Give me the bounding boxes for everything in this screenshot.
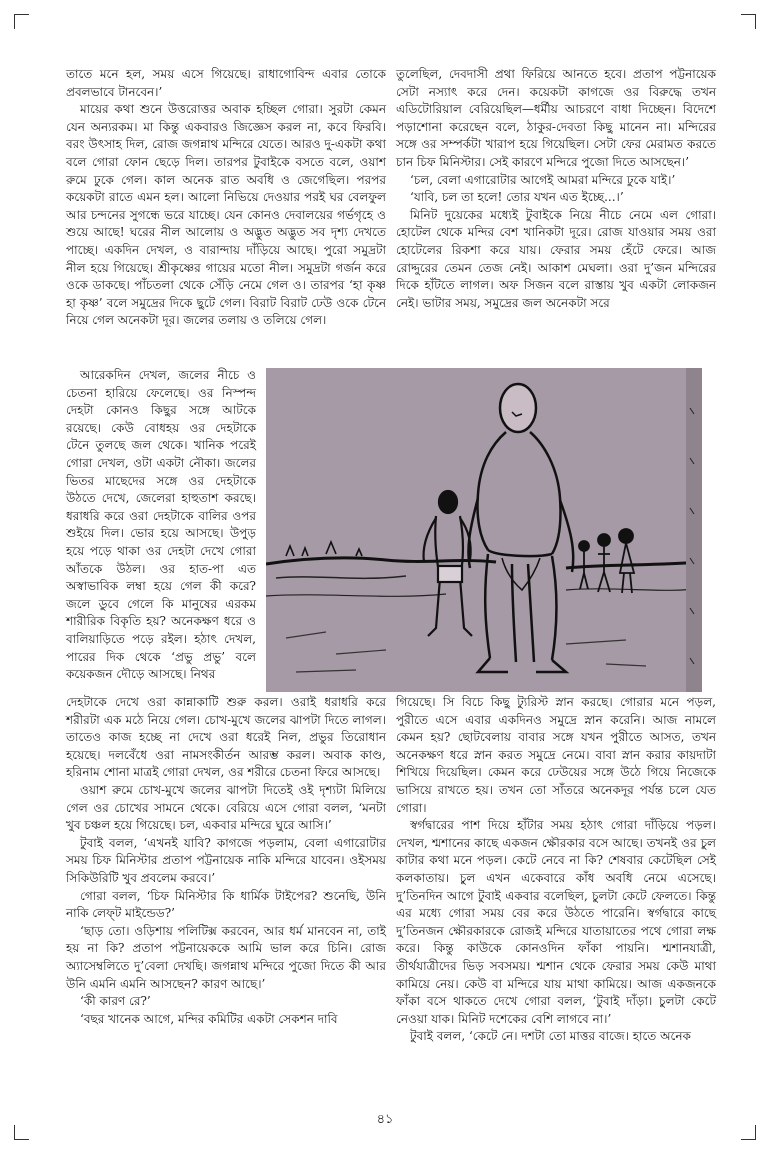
paragraph: ‘ছাড় তো। ওড়িশায় পলিটিক্স করবেন, আর ধর্ম মানবেন না, তাই হয় না কি? প্রতাপ পট্টনায়েককে আমি ভাল করে চিনি। রোজ অ্যাসেম্বলিতে দু’বেলা দেখছি। জগন্নাথ মন্দিরে পুজো দিতে কী আর উনি এমনি এমনি আসছেন? কারণ আছে।’: [66, 923, 386, 991]
crop-mark-top-left: [14, 14, 29, 29]
paragraph: ‘কী কারণ রে?’: [80, 994, 151, 1009]
paragraph: ‘যাবি, চল তা হলে! তোর যখন এত ইচ্ছে...।’: [410, 190, 624, 205]
paragraph: স্বর্গদ্বারের পাশ দিয়ে হাঁটার সময় হঠাৎ গোরা দাঁড়িয়ে পড়ল। দেখল, শ্মশানের কাছে একজন ক্ষৌরকার বসে আছে। তখনই ওর চুল কাটার কথা মনে পড়ল। কেটে নেবে না কি? শেষবার কেটেছিল সেই কলকাতায়। চুল এখন একেবারে কাঁধ অবধি নেমে এসেছে। দু’তিনদিন আগে টুবাই একবার বলেছিল, চুলটা কেটে ফেলতে। কিন্তু এর মধ্যে গোরা সময় বের করে উঠতে পারেনি। স্বর্গদ্বারে কাছে দু’তিনজন ক্ষৌরকারকে রোজই মন্দিরে যাতায়াতের পথে গোরা লক্ষ করে। কিন্তু কাউকে কোনওদিন ফাঁকা পায়নি। শ্মশানযাত্রী, তীর্থযাত্রীদের ভিড় সবসময়। শ্মশান থেকে ফেরার সময় কেউ মাথা কামিয়ে নেয়। কেউ বা মন্দিরে যায় মাথা কামিয়ে। আজ একজনকে ফাঁকা বসে থাকতে দেখে গোরা বলল, ‘টুবাই দাঁড়া। চুলটা কেটে নেওয়া যাক। মিনিট দশেকের বেশি লাগবে না।’: [396, 818, 716, 1026]
paragraph: আরেকদিন দেখল, জলের নীচে ও চেতনা হারিয়ে ফেলেছে। ওর নিস্পন্দ দেহটা কোনও কিছুর সঙ্গে আটকে রয়েছে। কেউ বোধহয় ওর দেহটাকে টেনে তুলছে জল থেকে। খানিক পরেই গোরা দেখল, ওটা একটা নৌকা। জলের ভিতর মাছেদের সঙ্গে ওর দেহটাকে উঠতে দেখে, জেলেরা হাহুতাশ করছে। ধরাধরি করে ওরা দেহটাকে বালির ওপর শুইয়ে দিল। ভোর হয়ে আসছে। উপুড় হয়ে পড়ে থাকা ওর দেহটা দেখে গোরা আঁতকে উঠল। ওর হাত-পা এত অস্বাভাবিক লম্বা হয়ে গেল কী করে? জলে ডুবে গেলে কি মানুষের এরকম শারীরিক বিকৃতি হয়? অনেকক্ষণ ধরে ও বালিয়াড়িতে পড়ে রইল। হঠাৎ দেখল, পারের দিক থেকে ‘প্রভু প্রভু’ বলে কয়েকজন দৌড়ে আসছে। নিথর: [66, 368, 256, 682]
left-column-top: [66, 66, 386, 330]
story-illustration: [266, 368, 702, 692]
shore-line: [566, 562, 702, 568]
paragraph: মায়ের কথা শুনে উত্তরোত্তর অবাক হচ্ছিল গোরা। সুরটা কেমন যেন অন্যরকম। মা কিন্তু একবারও জিজ্ঞেস করল না, কবে ফিরবি। বরং উৎসাহ দিল, রোজ জগন্নাথ মন্দিরে যেতে। আরও দু-একটা কথা বলে গোরা ফোন ছেড়ে দিল। তারপর টুবাইকে বসতে বলে, ওয়াশ রুমে ঢুকে গেল। কাল অনেক রাত অবধি ও জেগেছিল। পরপর কয়েকটা রাতে এমন হল। আলো নিভিয়ে দেওয়ার পরই ঘর বেলফুল আর চন্দনের সুগন্ধে ভরে যাচ্ছে। যেন কোনও দেবালয়ের গর্ভগৃহে ও শুয়ে আছে! ঘরের নীল আলোয় ও অদ্ভুত অদ্ভুত সব দৃশ্য দেখতে পাচ্ছে। একদিন দেখল, ও বারান্দায় দাঁড়িয়ে আছে। পুরো সমুদ্রটা নীল হয়ে গিয়েছে। শ্রীকৃষ্ণের গায়ের মতো নীল। সমুদ্রটা গর্জন করে ওকে ডাকছে। পাঁচতলা থেকে সেঁড়ি নেমে গেল ও। তারপর ‘হা কৃষ্ণ হা কৃষ্ণ’ বলে সমুদ্রের দিকে ছুটে গেল। বিরাট বিরাট ঢেউ ওকে টেনে নিয়ে গেল অনেকটা দূর। জলের তলায় ও তলিয়ে গেল।: [66, 102, 386, 328]
paragraph: মিনিট দুয়েকের মধ্যেই টুবাইকে নিয়ে নীচে নেমে এল গোরা। হোটেল থেকে মন্দির বেশ খানিকটা দূরে। রোজ যাওয়ার সময় ওরা হোটেলের রিকশা করে যায়। ফেরার সময় হেঁটে ফেরে। আজ রোদ্দুরের তেমন তেজ নেই। আকাশ মেঘলা। ওরা দু’জন মন্দিরের দিকে হাঁটতে লাগল। অফ সিজন বলে রাস্তায় খুব একটা লোকজন নেই। ভাটার সময়, সমুদ্রের জল অনেকটা সরে: [396, 207, 716, 310]
right-column-bottom: [396, 694, 716, 1046]
distant-people: [579, 529, 634, 593]
paragraph: ‘বছর খানেক আগে, মন্দির কমিটির একটা সেকশন দাবি: [80, 1011, 338, 1026]
paragraph: টুবাই বলল, ‘কেটে নে। দশটা তো মাত্তর বাজে। হাতে অনেক: [410, 1029, 691, 1044]
paragraph: তাতে মনে হল, সময় এসে গিয়েছে। রাধাগোবিন্দ এবার তোকে প্রবলভাবে টানবেন।’: [66, 67, 386, 99]
left-column-beside-illustration: [66, 367, 256, 684]
paragraph: গোরা বলল, ‘চিফ মিনিস্টার কি ধার্মিক টাইপের? শুনেছি, উনি নাকি লেফ্‌ট মাইন্ডেড?’: [66, 888, 386, 921]
paragraph: ওয়াশ রুমে চোখ-মুখে জলের ঝাপটা দিতেই ওই দৃশ্যটা মিলিয়ে গেল ওর চোখের সামনে থেকে। বেরিয়ে এসে গোরা বলল, ‘মনটা খুব চঞ্চল হয়ে গিয়েছে। চল, একবার মন্দিরে ঘুরে আসি।’: [66, 782, 386, 833]
paragraph: টুবাই বলল, ‘এখনই যাবি? কাগজে পড়লাম, বেলা এগারোটার সময় চিফ মিনিস্টার প্রতাপ পট্টনায়েক নাকি মন্দিরে যাবেন। ওইসময় সিকিউরিটি খুব প্রবলেম করবে।’: [66, 835, 386, 885]
right-column-top: [396, 66, 716, 312]
left-column-bottom: [66, 694, 386, 1028]
distant-trees: [286, 542, 362, 556]
page-number: ৪১: [376, 1112, 394, 1127]
crop-mark-top-right: [741, 14, 756, 29]
paragraph: তুলেছিল, দেবদাসী প্রথা ফিরিয়ে আনতে হবে। প্রতাপ পট্টনায়েক সেটা নস্যাৎ করে দেন। কয়েকটা কাগজে ওর বিরুদ্ধে তখন এডিটোরিয়াল বেরিয়েছিল—ধর্মীয় আচরণে বাধা দিচ্ছেন। বিদেশে পড়াশোনা করেছেন বলে, ঠাকুর-দেবতা কিছু মানেন না। মন্দিরের সঙ্গে ওর সম্পর্কটা খারাপ হয়ে গিয়েছিল। সেটা ফের মেরামত করতে চান চিফ মিনিস্টার। সেই কারণে মন্দিরে পুজো দিতে আসছেন।’: [396, 67, 716, 169]
paragraph: দেহটাকে দেখে ওরা কান্নাকাটি শুরু করল। ওরাই ধরাধরি করে শরীরটা এক মঠে নিয়ে গেল। চোখ-মুখে জলের ঝাপটা দিতে লাগল। তাতেও কাজ হচ্ছে না দেখে ওরা ধরেই নিল, প্রভুর তিরোধান হয়েছে। দলবেঁধে ওরা নামসংকীর্তন আরম্ভ করল। অবাক কাণ্ড, হরিনাম শোনা মাত্রই গোরা দেখল, ওর শরীরে চেতনা ফিরে আসছে।: [66, 695, 386, 780]
tall-man-figure: [468, 384, 573, 672]
paragraph: ‘চল, বেলা এগারোটার আগেই আমরা মন্দিরে ঢুকে যাই।’: [410, 172, 676, 187]
small-man-figure: [424, 491, 473, 636]
paragraph: গিয়েছে। সি বিচে কিছু ট্যুরিস্ট স্নান করছে। গোরার মনে পড়ল, পুরীতে এসে এবার একদিনও সমুদ্রে স্নান করেনি। আজ নামলে কেমন হয়? ছোটবেলায় বাবার সঙ্গে যখন পুরীতে আসত, তখন অনেকক্ষণ ধরে স্নান করত সমুদ্রে নেমে। বাবা স্নান করার কায়দাটা শিখিয়ে দিয়েছিল। কেমন করে ঢেউয়ের সঙ্গে উঠে গিয়ে নিজেকে ভাসিয়ে রাখতে হয়। তখন তো সাঁতরে অনেকদূর পর্যন্ত চলে যেত গোরা।: [396, 695, 716, 815]
